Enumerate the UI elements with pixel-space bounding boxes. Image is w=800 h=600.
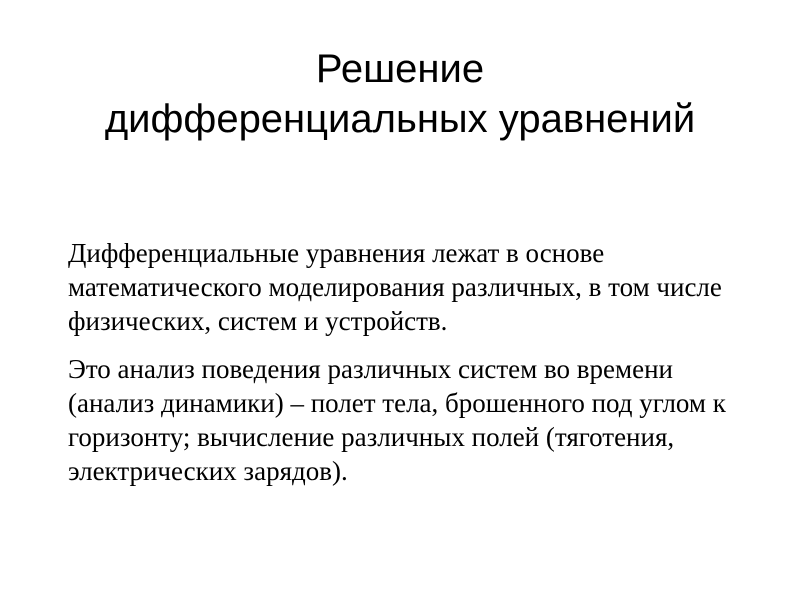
slide-title: [40, 44, 760, 144]
slide-body: [68, 236, 748, 502]
paragraph-2: Это анализ поведения различных систем во времени (анализ динамики) – полет тела, брошенного под углом к горизонту; вычисление различных полей (тяготения, электрических зарядов).: [68, 354, 726, 486]
paragraph-1: Дифференциальные уравнения лежат в основе математического моделирования различных, в том числе физических, систем и устройств.: [68, 238, 722, 336]
slide-title-line-1: Решение: [315, 47, 485, 91]
slide-title-line-2: дифференциальных уравнений: [104, 97, 696, 141]
